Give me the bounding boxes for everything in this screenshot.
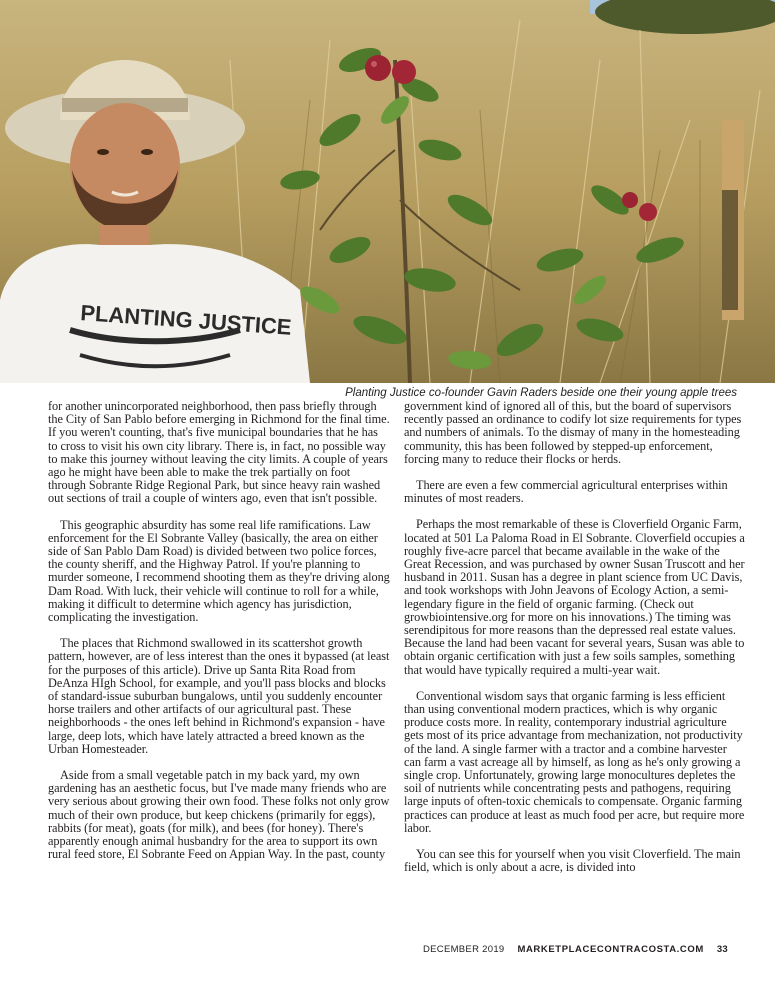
article-column-left (48, 400, 390, 875)
page-number: 33 (716, 944, 728, 955)
issue-date: DECEMBER 2019 (422, 944, 505, 955)
paragraph: government kind of ignored all of this, but the board of supervisors recently passed an ordinance to codify lot size requirements for types and numbers of animals. To the dismay of many in the homesteading community, this has been followed by stepped-up enforcement, forcing many to reduce their flocks or herds. (404, 399, 742, 466)
shirt-graphic-text: PLANTING JUSTICE (79, 300, 293, 340)
paragraph: Aside from a small vegetable patch in my back yard, my own gardening has an aesthetic focus, but I've made many friends who are very serious about growing their own food. These folks not only grow much of their own produce, but keep chickens (primarily for eggs), rabbits (for meat), goats (for milk), and bees (for honey). There's apparently enough animal husbandry for the area to support its own rural feed store, El Sobrante Feed on Appian Way. In the past, county (48, 768, 390, 862)
website-url: MARKETPLACECONTRACOSTA.COM (517, 944, 704, 955)
paragraph: The places that Richmond swallowed in its scattershot growth pattern, however, are of less interest than the ones it bypassed (at least for the purposes of this article). Drive up Santa Rita Road from DeAnza HIgh School, for example, and you'll pass blocks and blocks of standard-issue suburban bungalows, until you suddenly encounter horse trailers and other artifacts of our agricultural past. These neighborhoods - the ones left behind in Richmond's expansion - have large, deep lots, which have lately attracted a breed known as the Urban Homesteader. (48, 636, 390, 756)
photo-caption: Planting Justice co-founder Gavin Raders beside one their young apple trees (345, 387, 737, 399)
article-column-right (404, 400, 746, 888)
paragraph: There are even a few commercial agricultural enterprises within minutes of most readers. (404, 478, 728, 506)
paragraph: You can see this for yourself when you visit Cloverfield. The main field, which is only about a acre, is divided into (404, 847, 741, 875)
paragraph: for another unincorporated neighborhood, then pass briefly through the City of San Pablo before emerging in Richmond for the final time. If you weren't counting, that's five municipal boundaries that he has to cross to visit his own city library. There is, in fact, no possible way to make this journey without leaving the city limits. A couple of years ago he might have been able to make the trek partially on foot through Sobrante Ridge Regional Park, but since heavy rain washed out sections of trail a couple of winters ago, even that isn't possible. (48, 399, 390, 506)
paragraph: Perhaps the most remarkable of these is Cloverfield Organic Farm, located at 501 La Paloma Road in El Sobrante. Cloverfield occupies a roughly five-acre parcel that became available in the wake of the Great Recession, and was purchased by owner Susan Truscott and her husband in 2011. Susan has a degree in plant science from UC Davis, and took workshops with John Jeavons of Ecology Action, a semi-legendary figure in the field of organic farming. (Check out growbiointensive.org for more on his innovations.) The timing was serendipitous for more reasons than the depressed real estate values. Because the land had been vacant for several years, Susan was able to obtain organic certification with just a few soils samples, something that would have typically required a multi-year wait. (404, 517, 745, 677)
paragraph: Conventional wisdom says that organic farming is less efficient than using conventional modern practices, which is why organic produce costs more. In reality, contemporary industrial agriculture gets most of its price advantage from mechanization, not productivity of the land. A single farmer with a tractor and a combine harvester can farm a vast acreage all by himself, as long as he's only growing a single crop. Unfortunately, growing large monocultures depletes the soil of nutrients while concentrating pests and pathogens, requiring large inputs of often-toxic chemicals to compensate. Organic farming practices can produce at least as much food per acre, but require more labor. (404, 688, 745, 835)
page-footer (423, 944, 728, 955)
paragraph: This geographic absurdity has some real life ramifications. Law enforcement for the El Sobrante Valley (basically, the area on either side of San Pablo Dam Road) is divided between two police forces, the county sheriff, and the Highway Patrol. If you're planning to murder someone, I recommend shooting them as they're driving along Dam Road. With luck, their vehicle will continue to roll for a while, making it difficult to determine which agency has jurisdiction, complicating the investigation. (48, 517, 390, 625)
article-photo (0, 0, 775, 383)
